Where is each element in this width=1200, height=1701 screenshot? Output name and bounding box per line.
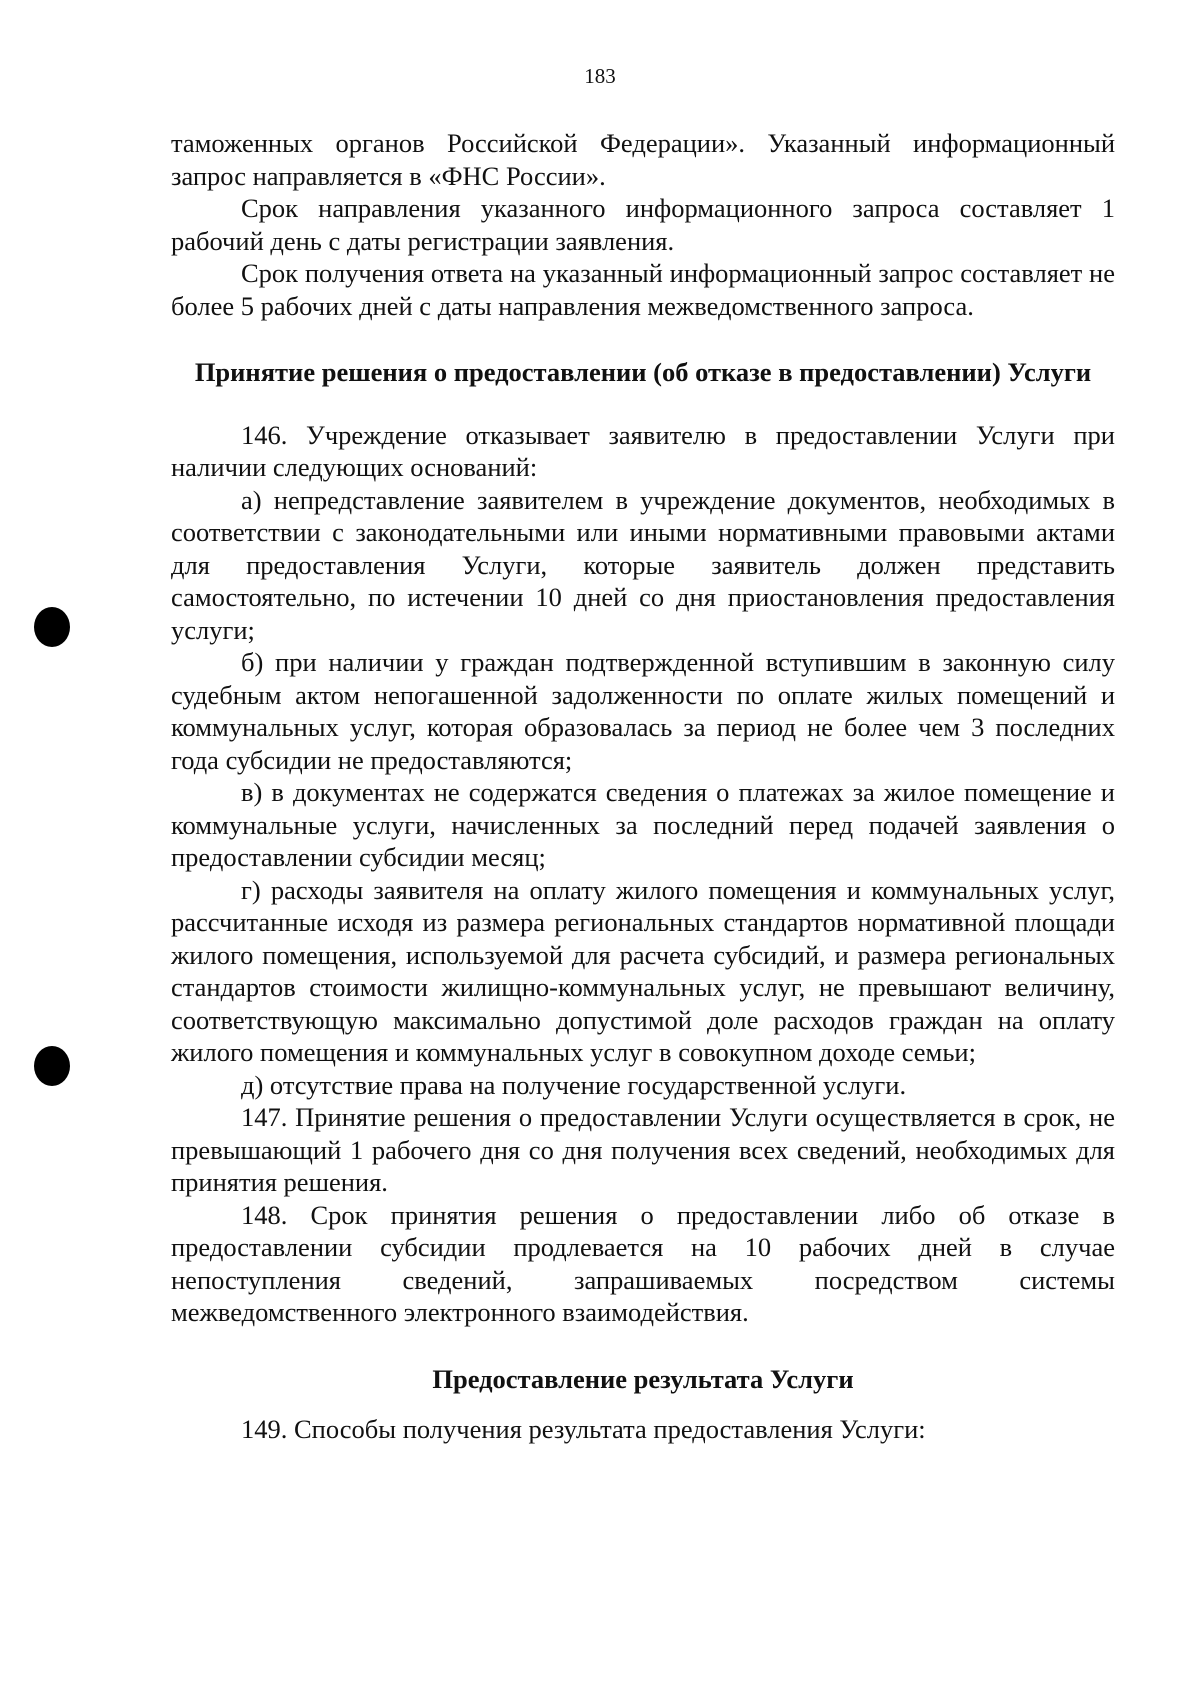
- clause-item-a: а) непредставление заявителем в учреждение документов, необходимых в соответствии с законодательными или иными нормативными правовыми актами для предоставления Услуги, которые заявитель должен представить самостоятельно, по истечении 10 дней со дня приостановления предоставления услуги;: [171, 484, 1115, 645]
- clause-item-d: д) отсутствие права на получение государственной услуги.: [241, 1069, 907, 1100]
- document-body: [171, 127, 1115, 1446]
- clause-item-g: г) расходы заявителя на оплату жилого помещения и коммунальных услуг, рассчитанные исходя из размера региональных стандартов нормативной площади жилого помещения, используемой для расчета субсидий, и размера региональных стандартов стоимости жилищно-коммунальных услуг, не превышают величину, соответствующую максимально допустимой доле расходов граждан на оплату жилого помещения и коммунальных услуг в совокупном доходе семьи;: [171, 874, 1115, 1067]
- clause-item-b: б) при наличии у граждан подтвержденной вступившим в законную силу судебным актом непогашенной задолженности по оплате жилых помещений и коммунальных услуг, которая образовалась за период не более чем 3 последних года субсидии не предоставляются;: [171, 647, 1115, 775]
- paragraph: Срок получения ответа на указанный информационный запрос составляет не более 5 рабочих дней с даты направления межведомственного запроса.: [171, 258, 1115, 321]
- section-heading-result: Предоставление результата Услуги: [432, 1363, 854, 1394]
- clause-148: 148. Срок принятия решения о предоставлении либо об отказе в предоставлении субсидии продлевается на 10 рабочих дней в случае непоступления сведений, запрашиваемых посредством системы межведомственного электронного взаимодействия.: [171, 1199, 1115, 1327]
- clause-149: 149. Способы получения результата предоставления Услуги:: [241, 1414, 926, 1444]
- paragraph: Срок направления указанного информационного запроса составляет 1 рабочий день с даты регистрации заявления.: [171, 193, 1115, 256]
- clause-146: 146. Учреждение отказывает заявителю в предоставлении Услуги при наличии следующих оснований:: [171, 419, 1115, 482]
- page-number: 183: [584, 64, 616, 88]
- punch-hole: [34, 607, 70, 647]
- clause-147: 147. Принятие решения о предоставлении Услуги осуществляется в срок, не превышающий 1 рабочего дня со дня получения всех сведений, необходимых для принятия решения.: [171, 1102, 1115, 1197]
- punch-hole: [34, 1046, 70, 1086]
- paragraph-continuation: таможенных органов Российской Федерации». Указанный информационный запрос направляется в «ФНС России».: [171, 128, 1115, 191]
- section-heading-decision: Принятие решения о предоставлении (об отказе в предоставлении) Услуги: [194, 357, 1092, 387]
- clause-item-v: в) в документах не содержатся сведения о платежах за жилое помещение и коммунальные услуги, начисленных за последний перед подачей заявления о предоставлении субсидии месяц;: [171, 777, 1115, 872]
